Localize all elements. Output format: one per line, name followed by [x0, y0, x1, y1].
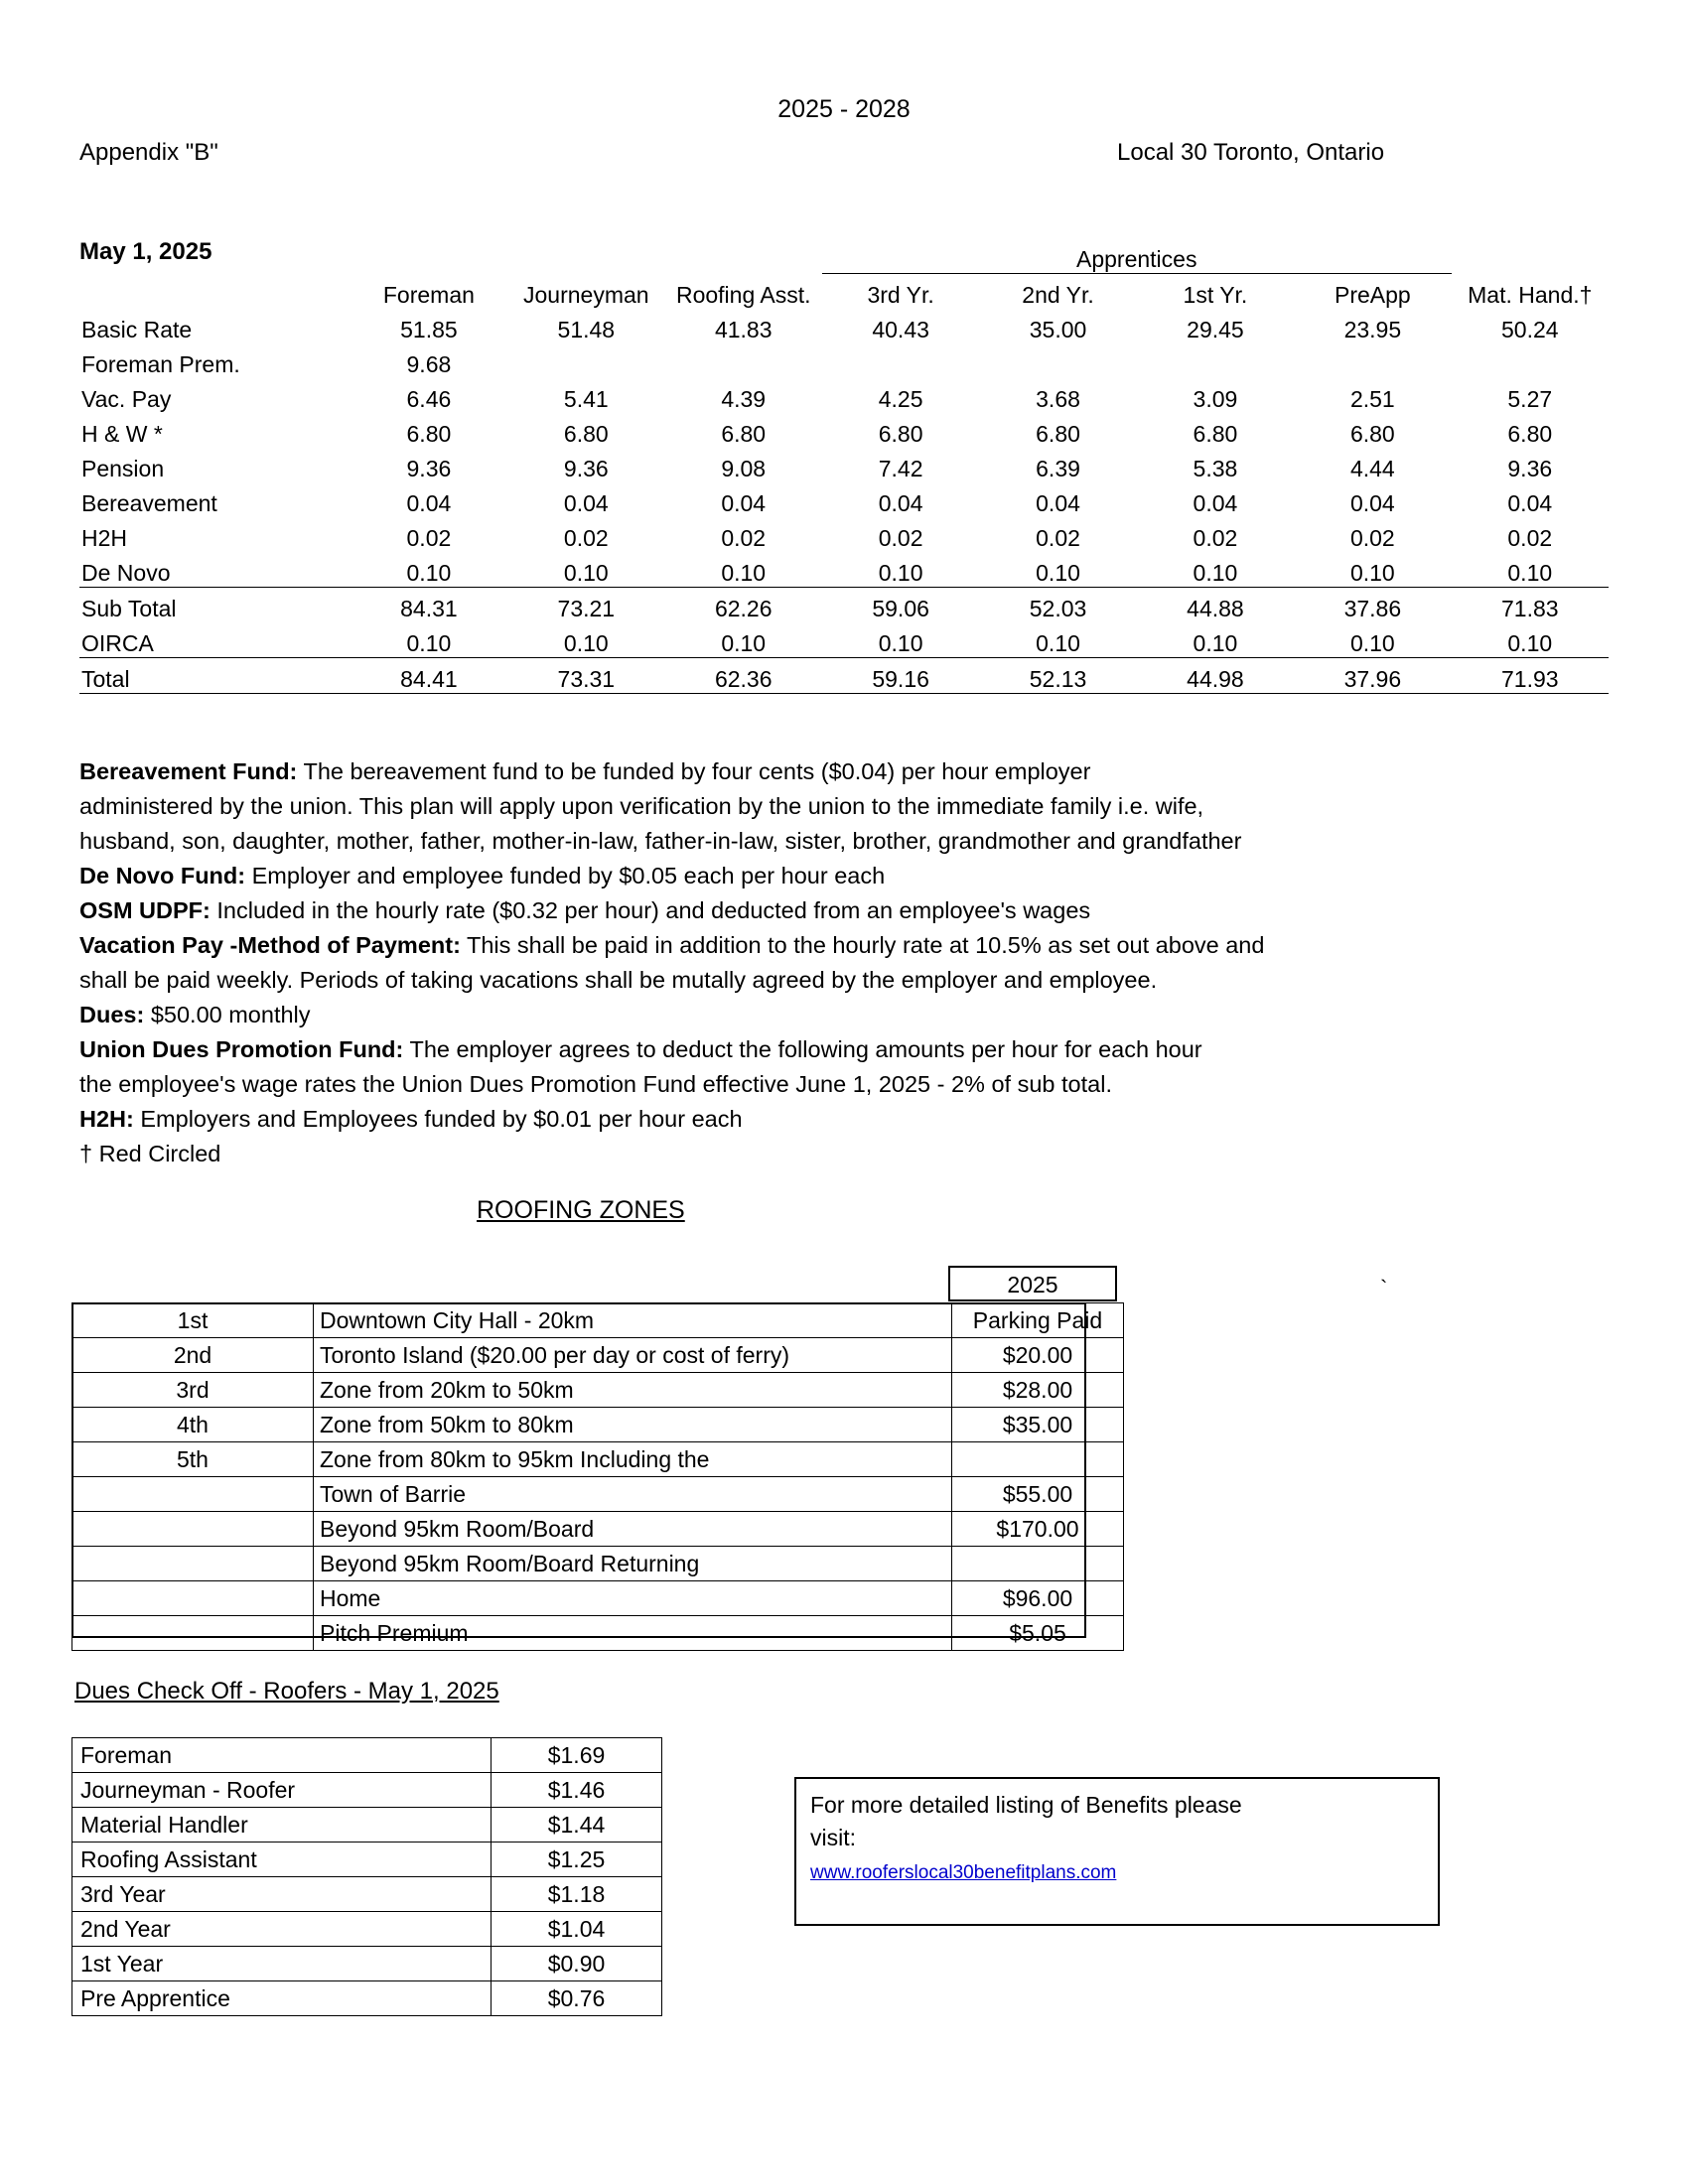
- appendix-label: Appendix "B": [79, 139, 218, 166]
- dues-label: 1st Year: [72, 1947, 492, 1981]
- zone-ordinal: 2nd: [72, 1338, 314, 1373]
- cell: 9.36: [1507, 456, 1553, 481]
- cell: 0.04: [406, 490, 452, 516]
- cell: 44.98: [1137, 658, 1294, 694]
- roofing-zones-title: ROOFING ZONES: [477, 1196, 685, 1224]
- note-text: This shall be paid in addition to the hourly rate at 10.5% as set out above and: [460, 932, 1265, 958]
- cell: 0.04: [1507, 490, 1553, 516]
- column-header: Roofing Asst.: [675, 282, 811, 308]
- row-label: Pension: [81, 456, 165, 481]
- dues-label: Roofing Assistant: [72, 1843, 492, 1877]
- dues-check-off-title: Dues Check Off - Roofers - May 1, 2025: [74, 1678, 499, 1705]
- apprentices-group-header: Apprentices: [822, 238, 1452, 274]
- zone-amount: [952, 1442, 1124, 1477]
- note-label: Dues:: [79, 1002, 145, 1027]
- note-bereavement-line2: administered by the union. This plan will apply upon verification by the union to the immediate family i.e. wife,: [79, 793, 1204, 819]
- cell: 71.93: [1452, 658, 1609, 694]
- page-title: 2025 - 2028: [777, 95, 911, 123]
- cell: 35.00: [1029, 317, 1087, 342]
- column-header: 3rd Yr.: [867, 282, 934, 308]
- cell: 6.80: [1193, 421, 1238, 447]
- dues-label: Pre Apprentice: [72, 1981, 492, 2016]
- roofing-zones-table: [71, 1302, 1124, 1651]
- note-udpf-line2: the employee's wage rates the Union Dues Promotion Fund effective June 1, 2025 - 2% of sub total.: [79, 1071, 1112, 1097]
- zone-ordinal: 5th: [72, 1442, 314, 1477]
- column-header: 2nd Yr.: [1022, 282, 1094, 308]
- table-row: [72, 1773, 662, 1808]
- table-row: [72, 1808, 662, 1843]
- table-row-total: [79, 658, 1609, 694]
- row-label: H2H: [81, 525, 128, 551]
- cell: 0.10: [1452, 552, 1609, 588]
- cell: 0.02: [878, 525, 923, 551]
- row-label: Vac. Pay: [81, 386, 172, 412]
- cell: 51.85: [400, 317, 458, 342]
- table-row: [72, 1843, 662, 1877]
- note-text: $50.00 monthly: [144, 1002, 311, 1027]
- cell: 37.96: [1294, 658, 1451, 694]
- cell: 0.10: [351, 552, 507, 588]
- table-row: [72, 1581, 1124, 1616]
- zone-ordinal: [72, 1547, 314, 1581]
- zone-amount: $28.00: [952, 1373, 1124, 1408]
- stray-tick-mark: `: [1380, 1276, 1388, 1300]
- note-text: Employer and employee funded by $0.05 each per hour each: [245, 863, 886, 888]
- cell: 0.10: [822, 622, 979, 658]
- cell: 0.10: [351, 622, 507, 658]
- dues-amount: $1.04: [492, 1912, 662, 1947]
- cell: 0.04: [721, 490, 767, 516]
- cell: 71.83: [1500, 596, 1559, 621]
- cell: 6.80: [1507, 421, 1553, 447]
- zone-desc: Zone from 80km to 95km Including the: [314, 1442, 952, 1477]
- cell: [1452, 343, 1609, 378]
- cell: 0.10: [507, 622, 664, 658]
- cell: 59.06: [872, 596, 929, 621]
- table-row: [72, 1947, 662, 1981]
- zone-ordinal: [72, 1581, 314, 1616]
- dues-check-off-table: [71, 1737, 662, 2016]
- cell: 62.26: [714, 596, 773, 621]
- cell: 29.45: [1187, 317, 1244, 342]
- cell: 0.02: [1036, 525, 1080, 551]
- table-row-subtotal: [79, 588, 1609, 623]
- cell: 6.46: [406, 386, 452, 412]
- cell: 9.08: [721, 456, 767, 481]
- cell: 6.39: [1036, 456, 1080, 481]
- zone-ordinal: 4th: [72, 1408, 314, 1442]
- cell: [507, 343, 664, 378]
- note-label: Union Dues Promotion Fund:: [79, 1036, 404, 1062]
- cell: 9.68: [406, 351, 452, 377]
- cell: [822, 343, 979, 378]
- cell: 73.31: [507, 658, 664, 694]
- table-row: [72, 1373, 1124, 1408]
- cell: 0.04: [1349, 490, 1395, 516]
- cell: 6.80: [1349, 421, 1395, 447]
- zone-amount: Parking Paid: [952, 1303, 1124, 1338]
- table-row: [72, 1912, 662, 1947]
- note-label: OSM UDPF:: [79, 897, 211, 923]
- zone-desc: Town of Barrie: [314, 1477, 952, 1512]
- benefits-info-box: [794, 1777, 1440, 1926]
- zones-year-header: 2025: [948, 1266, 1117, 1301]
- table-row: [79, 413, 1609, 448]
- cell: 84.31: [400, 596, 458, 621]
- note-label: H2H:: [79, 1106, 134, 1132]
- zone-desc: Zone from 50km to 80km: [314, 1408, 952, 1442]
- cell: 0.04: [563, 490, 609, 516]
- column-header: Mat. Hand.†: [1468, 282, 1593, 308]
- benefits-line1: For more detailed listing of Benefits please: [810, 1792, 1242, 1818]
- cell: 0.02: [721, 525, 767, 551]
- zone-ordinal: [72, 1616, 314, 1651]
- cell: 4.39: [721, 386, 767, 412]
- cell: 9.36: [406, 456, 452, 481]
- zone-ordinal: [72, 1477, 314, 1512]
- zone-desc: Beyond 95km Room/Board: [314, 1512, 952, 1547]
- note-vacation-line2: shall be paid weekly. Periods of taking vacations shall be mutally agreed by the employer and employee.: [79, 967, 1158, 993]
- cell: 0.10: [1452, 622, 1609, 658]
- cell: 0.10: [1294, 622, 1451, 658]
- cell: 3.68: [1036, 386, 1080, 412]
- benefits-line2: visit:: [810, 1825, 856, 1850]
- table-row: [72, 1442, 1124, 1477]
- cell: 62.36: [665, 658, 822, 694]
- note-h2h: [79, 1102, 1589, 1137]
- cell: 0.04: [1193, 490, 1238, 516]
- cell: 44.88: [1187, 596, 1244, 621]
- cell: [1137, 343, 1294, 378]
- cell: 84.41: [351, 658, 507, 694]
- cell: 0.02: [563, 525, 609, 551]
- note-udpf: [79, 1032, 1589, 1067]
- cell: 0.02: [1349, 525, 1395, 551]
- row-label: OIRCA: [79, 622, 351, 658]
- zone-desc: Beyond 95km Room/Board Returning: [314, 1547, 952, 1581]
- table-row: [79, 552, 1609, 588]
- cell: 0.10: [822, 552, 979, 588]
- note-vacation: [79, 928, 1589, 963]
- column-header: PreApp: [1334, 282, 1411, 308]
- cell: 0.10: [979, 552, 1136, 588]
- note-label: Bereavement Fund:: [79, 758, 298, 784]
- table-row: [72, 1738, 662, 1773]
- note-osm: [79, 893, 1589, 928]
- row-label: Basic Rate: [81, 317, 193, 342]
- cell: 6.80: [406, 421, 452, 447]
- zone-amount: [952, 1547, 1124, 1581]
- zone-amount: $96.00: [952, 1581, 1124, 1616]
- table-row: [72, 1877, 662, 1912]
- zone-amount: $55.00: [952, 1477, 1124, 1512]
- zone-desc: Pitch Premium: [314, 1616, 952, 1651]
- zone-desc: Downtown City Hall - 20km: [314, 1303, 952, 1338]
- dues-amount: $1.46: [492, 1773, 662, 1808]
- zone-ordinal: 1st: [72, 1303, 314, 1338]
- table-row: [72, 1981, 662, 2016]
- table-row: [79, 517, 1609, 552]
- row-label: Sub Total: [81, 596, 177, 621]
- row-label: Foreman Prem.: [81, 351, 240, 377]
- cell: 6.80: [563, 421, 609, 447]
- dues-label: Material Handler: [72, 1808, 492, 1843]
- wage-table-wrapper: [79, 238, 1609, 694]
- cell: 0.02: [406, 525, 452, 551]
- cell: [665, 343, 822, 378]
- cell: 73.21: [557, 596, 616, 621]
- dues-label: Journeyman - Roofer: [72, 1773, 492, 1808]
- benefits-link[interactable]: www.rooferslocal30benefitplans.com: [810, 1862, 1117, 1883]
- dues-label: 2nd Year: [72, 1912, 492, 1947]
- row-label: De Novo: [79, 552, 351, 588]
- note-label: Vacation Pay -Method of Payment:: [79, 932, 461, 958]
- table-row: [72, 1338, 1124, 1373]
- wage-table-grouphead-row: [79, 238, 1609, 274]
- note-dues: [79, 998, 1589, 1032]
- cell: 2.51: [1349, 386, 1395, 412]
- table-row: [72, 1616, 1124, 1651]
- wage-table: [79, 238, 1609, 694]
- dues-amount: $1.44: [492, 1808, 662, 1843]
- dues-amount: $1.18: [492, 1877, 662, 1912]
- table-row: [79, 343, 1609, 378]
- table-row: [72, 1303, 1124, 1338]
- zone-desc: Toronto Island ($20.00 per day or cost of ferry): [314, 1338, 952, 1373]
- cell: 0.02: [1193, 525, 1238, 551]
- note-denovo: [79, 859, 1589, 893]
- dues-amount: $1.69: [492, 1738, 662, 1773]
- wage-table-header-row: [79, 274, 1609, 310]
- cell: 52.03: [1029, 596, 1087, 621]
- column-header: 1st Yr.: [1183, 282, 1248, 308]
- cell: 51.48: [557, 317, 616, 342]
- cell: 0.04: [878, 490, 923, 516]
- cell: 50.24: [1500, 317, 1559, 342]
- table-row: [79, 309, 1609, 343]
- note-text: The bereavement fund to be funded by four cents ($0.04) per hour employer: [297, 758, 1091, 784]
- dues-label: 3rd Year: [72, 1877, 492, 1912]
- table-row: [72, 1512, 1124, 1547]
- cell: 52.13: [979, 658, 1136, 694]
- table-row: [79, 448, 1609, 482]
- table-row: [72, 1408, 1124, 1442]
- column-header: Journeyman: [523, 282, 649, 308]
- table-row: [72, 1477, 1124, 1512]
- local-label: Local 30 Toronto, Ontario: [1117, 139, 1385, 166]
- cell: 5.27: [1507, 386, 1553, 412]
- note-bereavement: [79, 754, 1589, 789]
- table-row: [79, 482, 1609, 517]
- row-label: Bereavement: [81, 490, 217, 516]
- cell: 59.16: [822, 658, 979, 694]
- zone-amount: $35.00: [952, 1408, 1124, 1442]
- cell: 9.36: [563, 456, 609, 481]
- cell: 0.02: [1507, 525, 1553, 551]
- notes-section: [79, 754, 1589, 1171]
- dues-amount: $0.90: [492, 1947, 662, 1981]
- cell: 0.10: [507, 552, 664, 588]
- cell: 37.86: [1343, 596, 1402, 621]
- row-label: H & W *: [81, 421, 163, 447]
- table-row: [79, 378, 1609, 413]
- zone-desc: Zone from 20km to 50km: [314, 1373, 952, 1408]
- note-text: Included in the hourly rate ($0.32 per hour) and deducted from an employee's wages: [210, 897, 1091, 923]
- cell: 0.04: [1036, 490, 1080, 516]
- cell: 23.95: [1343, 317, 1402, 342]
- cell: 0.10: [665, 622, 822, 658]
- cell: 4.25: [878, 386, 923, 412]
- effective-date-label: May 1, 2025: [79, 238, 212, 265]
- zone-ordinal: 3rd: [72, 1373, 314, 1408]
- cell: [1294, 343, 1451, 378]
- cell: 7.42: [878, 456, 923, 481]
- row-label: Total: [79, 658, 351, 694]
- zone-amount: $20.00: [952, 1338, 1124, 1373]
- cell: 5.41: [563, 386, 609, 412]
- table-row: [72, 1547, 1124, 1581]
- cell: 0.10: [1137, 622, 1294, 658]
- note-text: Employers and Employees funded by $0.01 per hour each: [133, 1106, 743, 1132]
- cell: 0.10: [1137, 552, 1294, 588]
- dues-amount: $1.25: [492, 1843, 662, 1877]
- cell: 3.09: [1193, 386, 1238, 412]
- cell: 5.38: [1193, 456, 1238, 481]
- column-header: Foreman: [382, 282, 475, 308]
- note-bereavement-line3: husband, son, daughter, mother, father, mother-in-law, father-in-law, sister, brother, grandmother and grandfather: [79, 828, 1242, 854]
- zone-amount: $5.05: [952, 1616, 1124, 1651]
- cell: 0.10: [665, 552, 822, 588]
- zone-desc: Home: [314, 1581, 952, 1616]
- table-row: [79, 622, 1609, 658]
- cell: 40.43: [872, 317, 929, 342]
- cell: 6.80: [1036, 421, 1080, 447]
- cell: 41.83: [714, 317, 773, 342]
- dues-amount: $0.76: [492, 1981, 662, 2016]
- cell: 0.10: [1294, 552, 1451, 588]
- cell: [979, 343, 1136, 378]
- note-red-circled: † Red Circled: [79, 1141, 221, 1166]
- cell: 4.44: [1349, 456, 1395, 481]
- zone-amount: $170.00: [952, 1512, 1124, 1547]
- zone-ordinal: [72, 1512, 314, 1547]
- dues-label: Foreman: [72, 1738, 492, 1773]
- cell: 6.80: [878, 421, 923, 447]
- note-label: De Novo Fund:: [79, 863, 246, 888]
- cell: 0.10: [979, 622, 1136, 658]
- cell: 6.80: [721, 421, 767, 447]
- note-text: The employer agrees to deduct the following amounts per hour for each hour: [403, 1036, 1202, 1062]
